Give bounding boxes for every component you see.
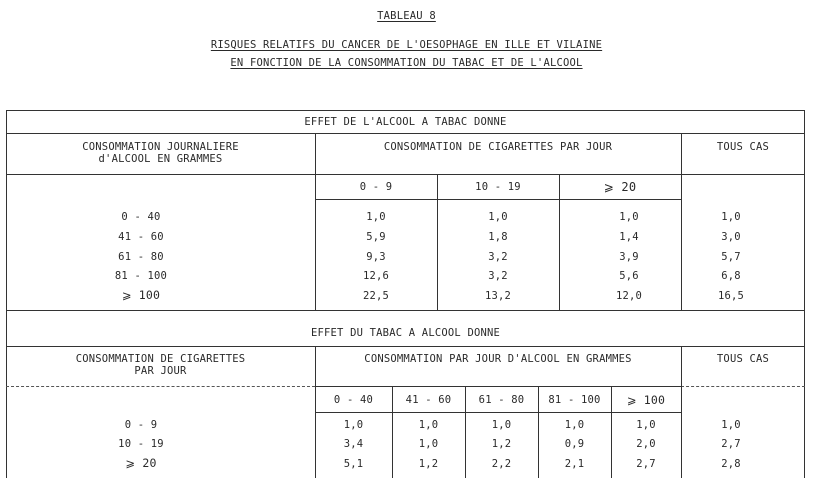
table-cell-total: 3,0 [721,231,741,243]
table-cell: 3,9 [619,251,639,263]
table-cell: 2,0 [636,438,656,450]
section2-row-label: ⩾ 20 [125,456,157,470]
table-cell: 5,6 [619,270,639,282]
rule [6,346,805,347]
section1-col-header: 0 - 9 [359,181,393,193]
rule [6,133,805,134]
section1-col-group: CONSOMMATION DE CIGARETTES PAR JOUR [383,141,613,153]
section2-col-header: ⩾ 100 [626,393,666,407]
section1-row-label: 41 - 60 [118,231,164,243]
table-cell: 1,2 [418,458,439,470]
section2-col-group: CONSOMMATION PAR JOUR D'ALCOOL EN GRAMMES [364,353,632,365]
table-number: TABLEAU 8 [377,10,436,22]
section1-row-label: ⩾ 100 [121,288,161,302]
table-cell: 2,2 [491,458,512,470]
table-cell: 1,8 [488,231,508,243]
section2-col-header: 41 - 60 [405,394,452,406]
section1-col-header: ⩾ 20 [603,180,637,194]
title-line-2: EN FONCTION DE LA CONSOMMATION DU TABAC ET DE L'ALCOOL [230,57,583,69]
section1-title: EFFET DE L'ALCOOL A TABAC DONNE [304,116,507,128]
table-cell: 2,7 [636,458,656,470]
table-cell: 1,0 [619,211,639,223]
table-cell-total: 1,0 [721,211,741,223]
section2-row-label: 10 - 19 [118,438,164,450]
table-cell-total: 16,5 [717,290,745,302]
table-cell: 2,1 [564,458,585,470]
section1-row-label: 81 - 100 [114,270,168,282]
section1-row-label: 0 - 40 [121,211,161,223]
rule [6,386,315,387]
table-cell: 1,0 [636,419,656,431]
rule [315,412,681,413]
table-cell: 3,2 [488,270,508,282]
section1-row-label: 61 - 80 [118,251,164,263]
section2-row-header: CONSOMMATION DE CIGARETTES [75,353,246,365]
table-cell-total: 6,8 [721,270,741,282]
table-cell: 22,5 [362,290,390,302]
table-cell-total: 2,7 [721,438,741,450]
title-line-1: RISQUES RELATIFS DU CANCER DE L'OESOPHAGE EN ILLE ET VILAINE [210,39,603,51]
section1-col-header: 10 - 19 [475,181,521,193]
table-cell: 1,0 [488,211,508,223]
section1-row-header: CONSOMMATION JOURNALIERE [82,141,239,153]
section2-row-label: 0 - 9 [124,419,158,431]
table-cell: 5,9 [366,231,386,243]
table-cell: 1,0 [418,438,439,450]
section2-title: EFFET DU TABAC A ALCOOL DONNE [310,327,501,339]
table-cell: 3,4 [343,438,364,450]
table-cell: 12,0 [615,290,643,302]
table-cell: 1,2 [491,438,512,450]
table-cell: 13,2 [484,290,512,302]
table-cell: 0,9 [564,438,585,450]
table-cell: 1,0 [343,419,364,431]
rule [6,310,805,311]
rule [6,174,805,175]
table-cell-total: 2,8 [721,458,741,470]
section2-tous-cas: TOUS CAS [716,353,770,365]
rule [681,386,805,387]
table-cell: 3,2 [488,251,508,263]
rule [315,386,681,387]
table-cell: 1,4 [619,231,639,243]
table-cell: 5,1 [343,458,364,470]
table-cell-total: 1,0 [721,419,741,431]
section2-col-header: 0 - 40 [333,394,374,406]
table-cell: 1,0 [491,419,512,431]
section2-col-header: 81 - 100 [548,394,601,406]
rule [315,199,681,200]
table-cell: 1,0 [366,211,386,223]
section2-row-header: PAR JOUR [134,365,187,377]
section2-col-header: 61 - 80 [478,394,525,406]
table-cell: 9,3 [366,251,386,263]
table-cell: 12,6 [362,270,390,282]
table-cell-total: 5,7 [721,251,741,263]
table-cell: 1,0 [418,419,439,431]
section1-tous-cas: TOUS CAS [716,141,770,153]
section1-row-header: d'ALCOOL EN GRAMMES [98,153,223,165]
table-cell: 1,0 [564,419,585,431]
